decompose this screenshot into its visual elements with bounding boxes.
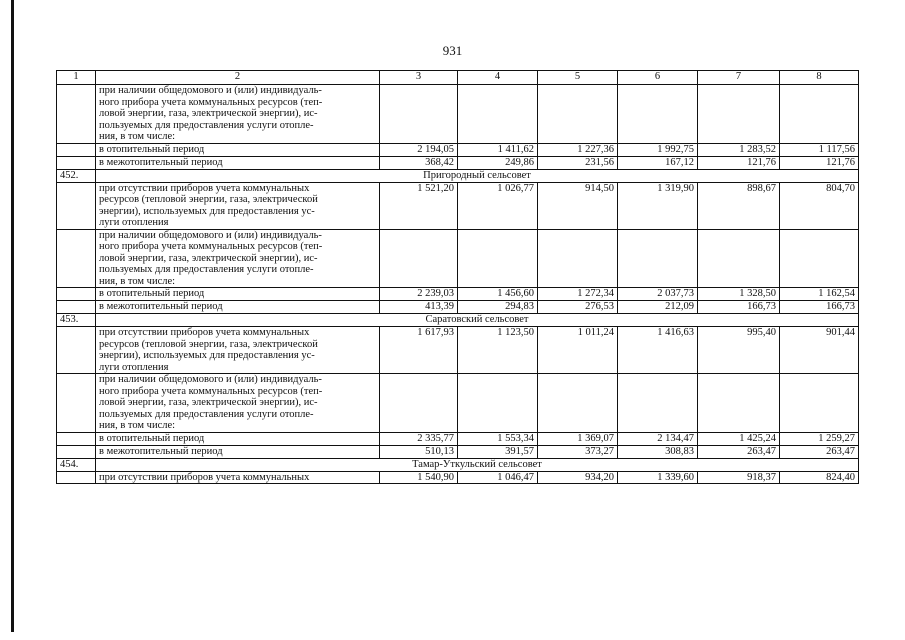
header-cell: 2: [96, 71, 380, 85]
value-cell: 391,57: [458, 445, 538, 458]
table-row: [57, 143, 859, 156]
value-cell: [458, 85, 538, 144]
value-cell: 166,73: [698, 301, 780, 314]
value-cell: 166,73: [780, 301, 859, 314]
value-cell: 918,37: [698, 471, 780, 484]
value-cell: 898,67: [698, 182, 780, 229]
row-number-cell: [57, 85, 96, 144]
table-row: [57, 445, 859, 458]
row-description: при отсутствии приборов учета коммунальных ресурсов (тепловой энергии, газа, электрической энергии), используемых для предоставления ус- луги отопления: [96, 182, 380, 229]
value-cell: 914,50: [538, 182, 618, 229]
value-cell: 1 259,27: [780, 432, 859, 445]
row-number-cell: [57, 327, 96, 374]
row-number-cell: [57, 182, 96, 229]
value-cell: [380, 374, 458, 433]
value-cell: [618, 85, 698, 144]
value-cell: 2 335,77: [380, 432, 458, 445]
section-number: 454.: [57, 458, 96, 471]
value-cell: [618, 374, 698, 433]
value-cell: 1 521,20: [380, 182, 458, 229]
row-description: при наличии общедомового и (или) индивидуаль- ного прибора учета коммунальных ресурсов (теп- ловой энергии, газа, электрической энергии), ис- пользуемых для предоставления услуги отопле- ния, в том числе:: [96, 229, 380, 288]
value-cell: 2 239,03: [380, 288, 458, 301]
value-cell: [780, 374, 859, 433]
value-cell: [780, 85, 859, 144]
page-number: 931: [442, 43, 463, 58]
value-cell: 1 272,34: [538, 288, 618, 301]
section-row: [57, 458, 859, 471]
table-row: [57, 288, 859, 301]
row-label: в отопительный период: [96, 288, 380, 301]
row-description: при наличии общедомового и (или) индивидуаль- ного прибора учета коммунальных ресурсов (теп- ловой энергии, газа, электрической энергии), ис- пользуемых для предоставления услуги отопле- ния, в том числе:: [96, 85, 380, 144]
value-cell: 1 026,77: [458, 182, 538, 229]
value-cell: 901,44: [780, 327, 859, 374]
value-cell: 1 227,36: [538, 143, 618, 156]
header-cell: 5: [538, 71, 618, 85]
value-cell: 1 162,54: [780, 288, 859, 301]
value-cell: 249,86: [458, 156, 538, 169]
row-number-cell: [57, 288, 96, 301]
section-number: 452.: [57, 169, 96, 182]
row-label: в отопительный период: [96, 143, 380, 156]
row-description: при отсутствии приборов учета коммунальных ресурсов (тепловой энергии, газа, электрической энергии), используемых для предоставления ус- луги отопления: [96, 327, 380, 374]
value-cell: 167,12: [618, 156, 698, 169]
value-cell: [618, 229, 698, 288]
value-cell: 824,40: [780, 471, 859, 484]
header-cell: 7: [698, 71, 780, 85]
value-cell: 1 617,93: [380, 327, 458, 374]
table-row: [57, 85, 859, 144]
table-row: [57, 432, 859, 445]
value-cell: 804,70: [780, 182, 859, 229]
row-label: в межотопительный период: [96, 445, 380, 458]
header-cell: 1: [57, 71, 96, 85]
value-cell: 276,53: [538, 301, 618, 314]
value-cell: 373,27: [538, 445, 618, 458]
value-cell: 1 425,24: [698, 432, 780, 445]
value-cell: 1 046,47: [458, 471, 538, 484]
table-body: [57, 71, 859, 484]
value-cell: 934,20: [538, 471, 618, 484]
row-number-cell: [57, 471, 96, 484]
row-description: при отсутствии приборов учета коммунальных: [96, 471, 380, 484]
tariff-table: [56, 70, 859, 484]
table-row: [57, 327, 859, 374]
value-cell: 121,76: [698, 156, 780, 169]
row-label: в межотопительный период: [96, 156, 380, 169]
value-cell: 1 117,56: [780, 143, 859, 156]
value-cell: 1 540,90: [380, 471, 458, 484]
row-label: в отопительный период: [96, 432, 380, 445]
table-row: [57, 156, 859, 169]
header-cell: 8: [780, 71, 859, 85]
section-number: 453.: [57, 314, 96, 327]
section-row: [57, 314, 859, 327]
row-number-cell: [57, 229, 96, 288]
value-cell: [538, 374, 618, 433]
section-name: Тамар-Уткульский сельсовет: [96, 458, 859, 471]
row-label: в межотопительный период: [96, 301, 380, 314]
value-cell: 1 328,50: [698, 288, 780, 301]
header-cell: 3: [380, 71, 458, 85]
value-cell: 308,83: [618, 445, 698, 458]
header-cell: 6: [618, 71, 698, 85]
page-edge-bar: [11, 0, 14, 632]
table-row: [57, 374, 859, 433]
value-cell: [698, 374, 780, 433]
value-cell: 1 283,52: [698, 143, 780, 156]
header-cell: 4: [458, 71, 538, 85]
row-number-cell: [57, 432, 96, 445]
value-cell: 1 456,60: [458, 288, 538, 301]
value-cell: [380, 85, 458, 144]
value-cell: [698, 229, 780, 288]
table-row: [57, 182, 859, 229]
value-cell: 1 123,50: [458, 327, 538, 374]
value-cell: 510,13: [380, 445, 458, 458]
value-cell: [458, 229, 538, 288]
value-cell: 1 369,07: [538, 432, 618, 445]
value-cell: 1 319,90: [618, 182, 698, 229]
value-cell: 1 339,60: [618, 471, 698, 484]
value-cell: [780, 229, 859, 288]
value-cell: 2 134,47: [618, 432, 698, 445]
value-cell: 263,47: [780, 445, 859, 458]
value-cell: 121,76: [780, 156, 859, 169]
value-cell: 2 194,05: [380, 143, 458, 156]
table-row: [57, 229, 859, 288]
value-cell: 1 411,62: [458, 143, 538, 156]
value-cell: 263,47: [698, 445, 780, 458]
value-cell: [538, 229, 618, 288]
section-name: Пригородный сельсовет: [96, 169, 859, 182]
value-cell: 2 037,73: [618, 288, 698, 301]
section-row: [57, 169, 859, 182]
table-row: [57, 471, 859, 484]
value-cell: [698, 85, 780, 144]
row-number-cell: [57, 143, 96, 156]
value-cell: 368,42: [380, 156, 458, 169]
value-cell: 1 416,63: [618, 327, 698, 374]
value-cell: 413,39: [380, 301, 458, 314]
value-cell: [458, 374, 538, 433]
value-cell: 294,83: [458, 301, 538, 314]
table-row: [57, 301, 859, 314]
value-cell: 995,40: [698, 327, 780, 374]
row-description: при наличии общедомового и (или) индивидуаль- ного прибора учета коммунальных ресурсов (теп- ловой энергии, газа, электрической энергии), ис- пользуемых для предоставления услуги отопле- ния, в том числе:: [96, 374, 380, 433]
section-name: Саратовский сельсовет: [96, 314, 859, 327]
value-cell: 1 553,34: [458, 432, 538, 445]
value-cell: 212,09: [618, 301, 698, 314]
value-cell: [380, 229, 458, 288]
row-number-cell: [57, 445, 96, 458]
value-cell: 1 992,75: [618, 143, 698, 156]
header-row: [57, 71, 859, 85]
value-cell: [538, 85, 618, 144]
value-cell: 1 011,24: [538, 327, 618, 374]
row-number-cell: [57, 374, 96, 433]
row-number-cell: [57, 156, 96, 169]
value-cell: 231,56: [538, 156, 618, 169]
row-number-cell: [57, 301, 96, 314]
